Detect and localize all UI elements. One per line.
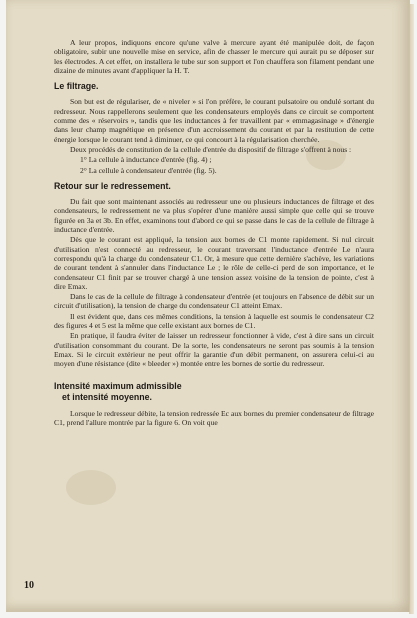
list-item: 2° La cellule à condensateur d'entrée (fig. 5). [80,165,217,175]
paragraph: Dans le cas de la cellule de filtrage à condensateur d'entrée (et toujours en l'absence de débit sur un circuit d'utilisation), la tension de charge du condensateur C1 atteint Emax. [54,292,374,311]
paragraph: Du fait que sont maintenant associés au redresseur une ou plusieurs inductances de filtrage et des condensateurs, le redressement ne va plus s'opérer d'une manière aussi simple que celle qui se trouve figurée en 3a et 3b. En effet, examinons tout d'abord ce qui se passe dans le cas de la cellule de filtrage à inductance d'entrée. [54,197,374,235]
stain [66,470,116,505]
paragraph: Dès que le courant est appliqué, la tension aux bornes de C1 monte rapidement. Si nul circuit d'utilisation n'est connecté au redresseur, le courant traversant l'inductance d'entrée Le n'aura correspondu qu'à la charge du condensateur C1. Or, à mesure que cette dernière s'achève, les variations de courant tendent à s'annuler dans l'inductance Le ; le rôle de celle-ci perd de son importance, et le condensateur C1 finit par se trouver chargé à une tension assez voisine de la tension de pointe, c'est à dire Emax. [54,235,374,291]
paragraph: En pratique, il faudra éviter de laisser un redresseur fonctionner à vide, c'est à dire sans un circuit d'utilisation consommant du courant. De la sorte, les condensateurs ne seront pas soumis à la tension Emax. Si le circuit extérieur ne peut offrir la garantie d'un débit permanent, on assurera celui-ci au moyen d'une résistance (dite « bleeder ») montée entre les bornes de sortie du redresseur. [54,331,374,369]
section-heading-redressement: Retour sur le redressement. [54,180,171,191]
heading-line: Intensité maximum admissible [54,380,182,391]
paragraph: Lorsque le redresseur débite, la tension redressée Ec aux bornes du premier condensateur de filtrage C1, prend l'allure montrée par la figure 6. On voit que [54,408,374,427]
paragraph: Il est évident que, dans ces mêmes conditions, la tension à laquelle est soumis le condensateur C2 des figures 4 et 5 est la même que celle existant aux bornes de C1. [54,311,374,331]
intro-paragraph: A leur propos, indiquons encore qu'une valve à mercure ayant été manipulée doit, de façon obligatoire, subir une nouvelle mise en service, afin de chasser le mercure qui aurait pu se déposer sur les électrodes. A cet effet, on installera le tube sur son support et l'on chauffera son filament pendant une dizaine de minutes avant d'appliquer la H. T. [54,38,374,75]
section-heading-filtrage: Le filtrage. [54,81,99,92]
paragraph: Deux procédés de constitution de la cellule d'entrée du dispositif de filtrage s'offrent à nous : [70,144,352,154]
section-heading-intensite [54,381,374,403]
page-text [54,38,374,428]
heading-line: et intensité moyenne. [62,391,152,402]
list-item: 1° La cellule à inductance d'entrée (fig. 4) ; [80,155,212,165]
page-number: 10 [24,580,34,591]
paragraph: Son but est de régulariser, de « niveler » si l'on préfère, le courant pulsatoire ou ondulé sortant du redresseur. Nous rappellerons seulement que les condensateurs employés dans ce circuit se comportent comme des « réservoirs », tandis que les inductances à fer travaillent par « emmagasinage » d'énergie dans leur champ magnétique en présence d'un accroissement du courant et par la restitution de cette énergie lorsque le courant tend à diminuer, ce qui concourt à la régularisation cherchée. [54,97,374,144]
